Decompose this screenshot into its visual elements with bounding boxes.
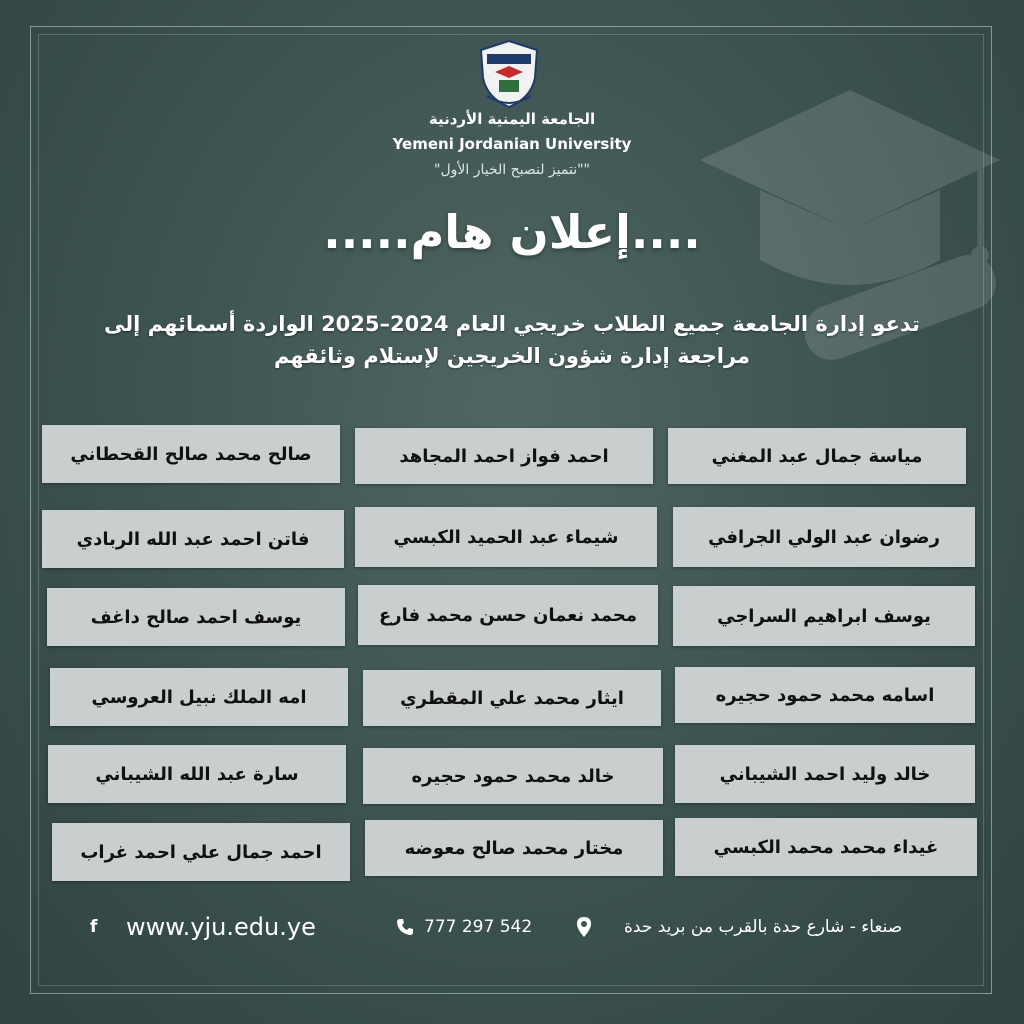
announcement-headline: ....إعلان هام..... — [323, 205, 701, 259]
graduate-name-box: يوسف ابراهيم السراجي — [673, 586, 975, 646]
graduate-name-box: ايثار محمد علي المقطري — [363, 670, 661, 726]
graduate-name-box: خالد محمد حمود حجيره — [363, 748, 663, 804]
intro-line-1: تدعو إدارة الجامعة جميع الطلاب خريجي العام 2024–2025 الواردة أسمائهم إلى — [104, 312, 920, 336]
address-text: صنعاء - شارع حدة بالقرب من بريد حدة — [624, 917, 903, 937]
intro-line-2: مراجعة إدارة شؤون الخريجين لإستلام وثائقهم — [273, 344, 751, 368]
graduate-name-box: شيماء عبد الحميد الكبسي — [355, 507, 657, 567]
phone-icon — [396, 910, 414, 944]
university-name-english: Yemeni Jordanian University — [392, 135, 632, 153]
graduate-name-box: مياسة جمال عبد المغني — [668, 428, 966, 484]
graduate-name-box: اسامه محمد حمود حجيره — [675, 667, 975, 723]
graduate-name-box: خالد وليد احمد الشيباني — [675, 745, 975, 803]
graduate-name-box: فاتن احمد عبد الله الربادي — [42, 510, 344, 568]
phone-number[interactable]: 777 297 542 — [424, 917, 533, 937]
university-name-arabic: الجامعة اليمنية الأردنية — [428, 110, 596, 128]
facebook-icon[interactable]: f — [90, 917, 98, 937]
graduate-name-box: رضوان عبد الولي الجرافي — [673, 507, 975, 567]
graduate-name-box: غيداء محمد محمد الكبسي — [675, 818, 977, 876]
university-motto: ""نتميز لنصبح الخيار الأول" — [434, 162, 590, 178]
graduate-name-box: مختار محمد صالح معوضه — [365, 820, 663, 876]
graduate-name-box: يوسف احمد صالح داغف — [47, 588, 345, 646]
website-link[interactable]: www.yju.edu.ye — [126, 913, 316, 941]
graduate-name-box: سارة عبد الله الشيباني — [48, 745, 346, 803]
graduate-name-box: صالح محمد صالح القحطاني — [42, 425, 340, 483]
graduate-name-box: احمد جمال علي احمد غراب — [52, 823, 350, 881]
location-pin-icon — [576, 910, 592, 944]
graduate-name-box: احمد فواز احمد المجاهد — [355, 428, 653, 484]
graduate-name-box: محمد نعمان حسن محمد فارع — [358, 585, 658, 645]
graduate-name-box: امه الملك نبيل العروسي — [50, 668, 348, 726]
